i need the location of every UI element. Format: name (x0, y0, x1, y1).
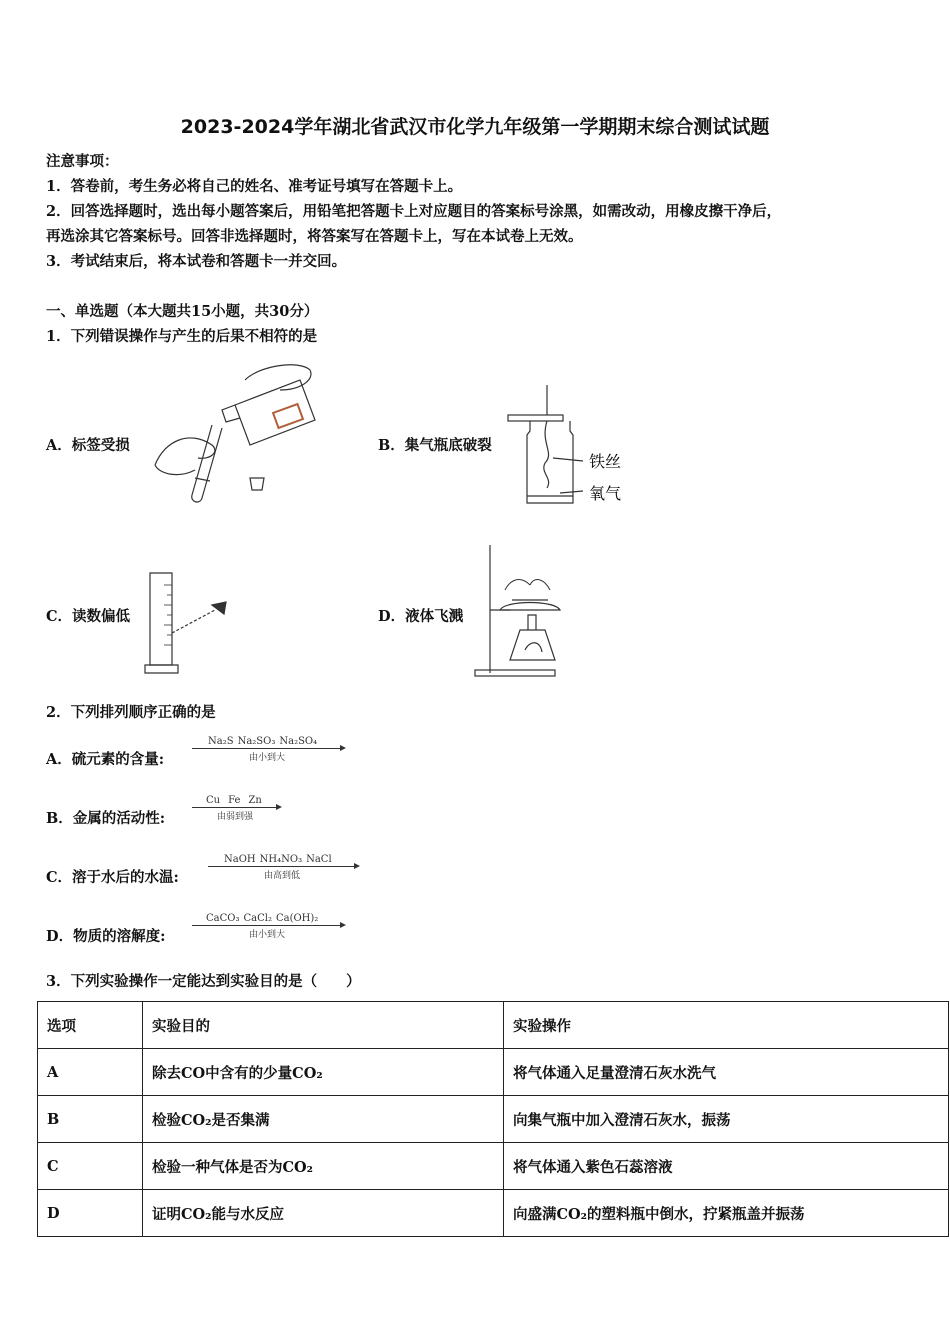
q2-option-a: A．硫元素的含量: (46, 751, 165, 768)
page-title: 2023-2024学年湖北省武汉市化学九年级第一学期期末综合测试试题 (180, 116, 770, 138)
chain-item: Na₂SO₃ (237, 736, 276, 747)
chain-item: Fe (228, 795, 241, 806)
chain-item: CaCl₂ (243, 913, 272, 924)
q2-option-c: C．溶于水后的水温: (46, 869, 179, 886)
note-item: 2．回答选择题时，选出每小题答案后，用铅笔把答题卡上对应题目的答案标号涂黑，如需改动，用橡皮擦干净后， (46, 203, 782, 220)
notes-heading: 注意事项： (46, 153, 119, 170)
q2-option-d: D．物质的溶解度: (46, 928, 166, 945)
chain-item: Ca(OH)₂ (275, 913, 319, 924)
q1-option-c: C．读数偏低 (46, 608, 131, 625)
graduated-cylinder-illustration (140, 570, 240, 680)
table-row (38, 1190, 949, 1237)
table-cell: 证明CO₂能与水反应 (143, 1190, 504, 1237)
table-cell: 向盛满CO₂的塑料瓶中倒水，拧紧瓶盖并振荡 (504, 1190, 949, 1237)
table-header-cell: 选项 (38, 1002, 143, 1049)
section-heading: 一、单选题（本大题共15小题，共30分） (46, 303, 319, 320)
table-cell: 检验CO₂是否集满 (143, 1096, 504, 1143)
table-header-cell: 实验目的 (143, 1002, 504, 1049)
chain-order: 由小到大 (248, 930, 285, 940)
chain-item: Na₂S (208, 736, 234, 747)
table-cell: 向集气瓶中加入澄清石灰水，振荡 (504, 1096, 949, 1143)
chain-item: Cu (206, 795, 221, 806)
note-item: 再选涂其它答案标号。回答非选择题时，将答案写在答题卡上，写在本试卷上无效。 (46, 228, 583, 245)
pouring-liquid-illustration (150, 360, 330, 505)
table-row (38, 1096, 949, 1143)
chain-item: Na₂SO₄ (279, 736, 318, 747)
question-3-stem: 3．下列实验操作一定能达到实验目的是（ ） (46, 973, 361, 990)
gas-jar-iron-wire-illustration (505, 383, 645, 508)
table-cell: A (38, 1049, 143, 1096)
note-item: 1．答卷前，考生务必将自己的姓名、准考证号填写在答题卡上。 (46, 178, 463, 195)
chain-item: Zn (248, 795, 262, 806)
q1-option-a: A．标签受损 (46, 437, 130, 454)
chain-order: 由高到低 (263, 871, 300, 881)
table-cell: B (38, 1096, 143, 1143)
table-cell: 将气体通入足量澄清石灰水洗气 (504, 1049, 949, 1096)
q2-order-chain-c (208, 854, 356, 881)
note-item: 3．考试结束后，将本试卷和答题卡一并交回。 (46, 253, 347, 270)
q1-option-d: D．液体飞溅 (378, 608, 464, 625)
chain-item: NaCl (306, 854, 332, 865)
chain-item: NH₄NO₃ (259, 854, 303, 865)
question-2-stem: 2．下列排列顺序正确的是 (46, 704, 216, 721)
table-row (38, 1143, 949, 1190)
table-cell: 检验一种气体是否为CO₂ (143, 1143, 504, 1190)
q2-order-chain-b (192, 795, 278, 822)
iron-wire-label: 铁丝 (589, 452, 622, 471)
q2-option-b: B．金属的活动性: (46, 810, 166, 827)
evaporation-setup-illustration (470, 540, 580, 680)
chain-item: CaCO₃ (206, 913, 240, 924)
q2-order-chain-d (192, 913, 342, 940)
table-cell: 将气体通入紫色石蕊溶液 (504, 1143, 949, 1190)
table-row (38, 1049, 949, 1096)
chain-order: 由弱到强 (216, 812, 253, 822)
question-1-stem: 1．下列错误操作与产生的后果不相符的是 (46, 328, 318, 345)
table-header-cell: 实验操作 (504, 1002, 949, 1049)
chain-item: NaOH (224, 854, 256, 865)
table-cell: 除去CO中含有的少量CO₂ (143, 1049, 504, 1096)
experiment-table (37, 1001, 949, 1237)
table-cell: D (38, 1190, 143, 1237)
table-cell: C (38, 1143, 143, 1190)
chain-order: 由小到大 (248, 753, 285, 763)
q2-order-chain-a (192, 736, 342, 763)
q1-option-b: B．集气瓶底破裂 (378, 437, 492, 454)
table-header-row (38, 1002, 949, 1049)
oxygen-label: 氧气 (589, 484, 622, 503)
